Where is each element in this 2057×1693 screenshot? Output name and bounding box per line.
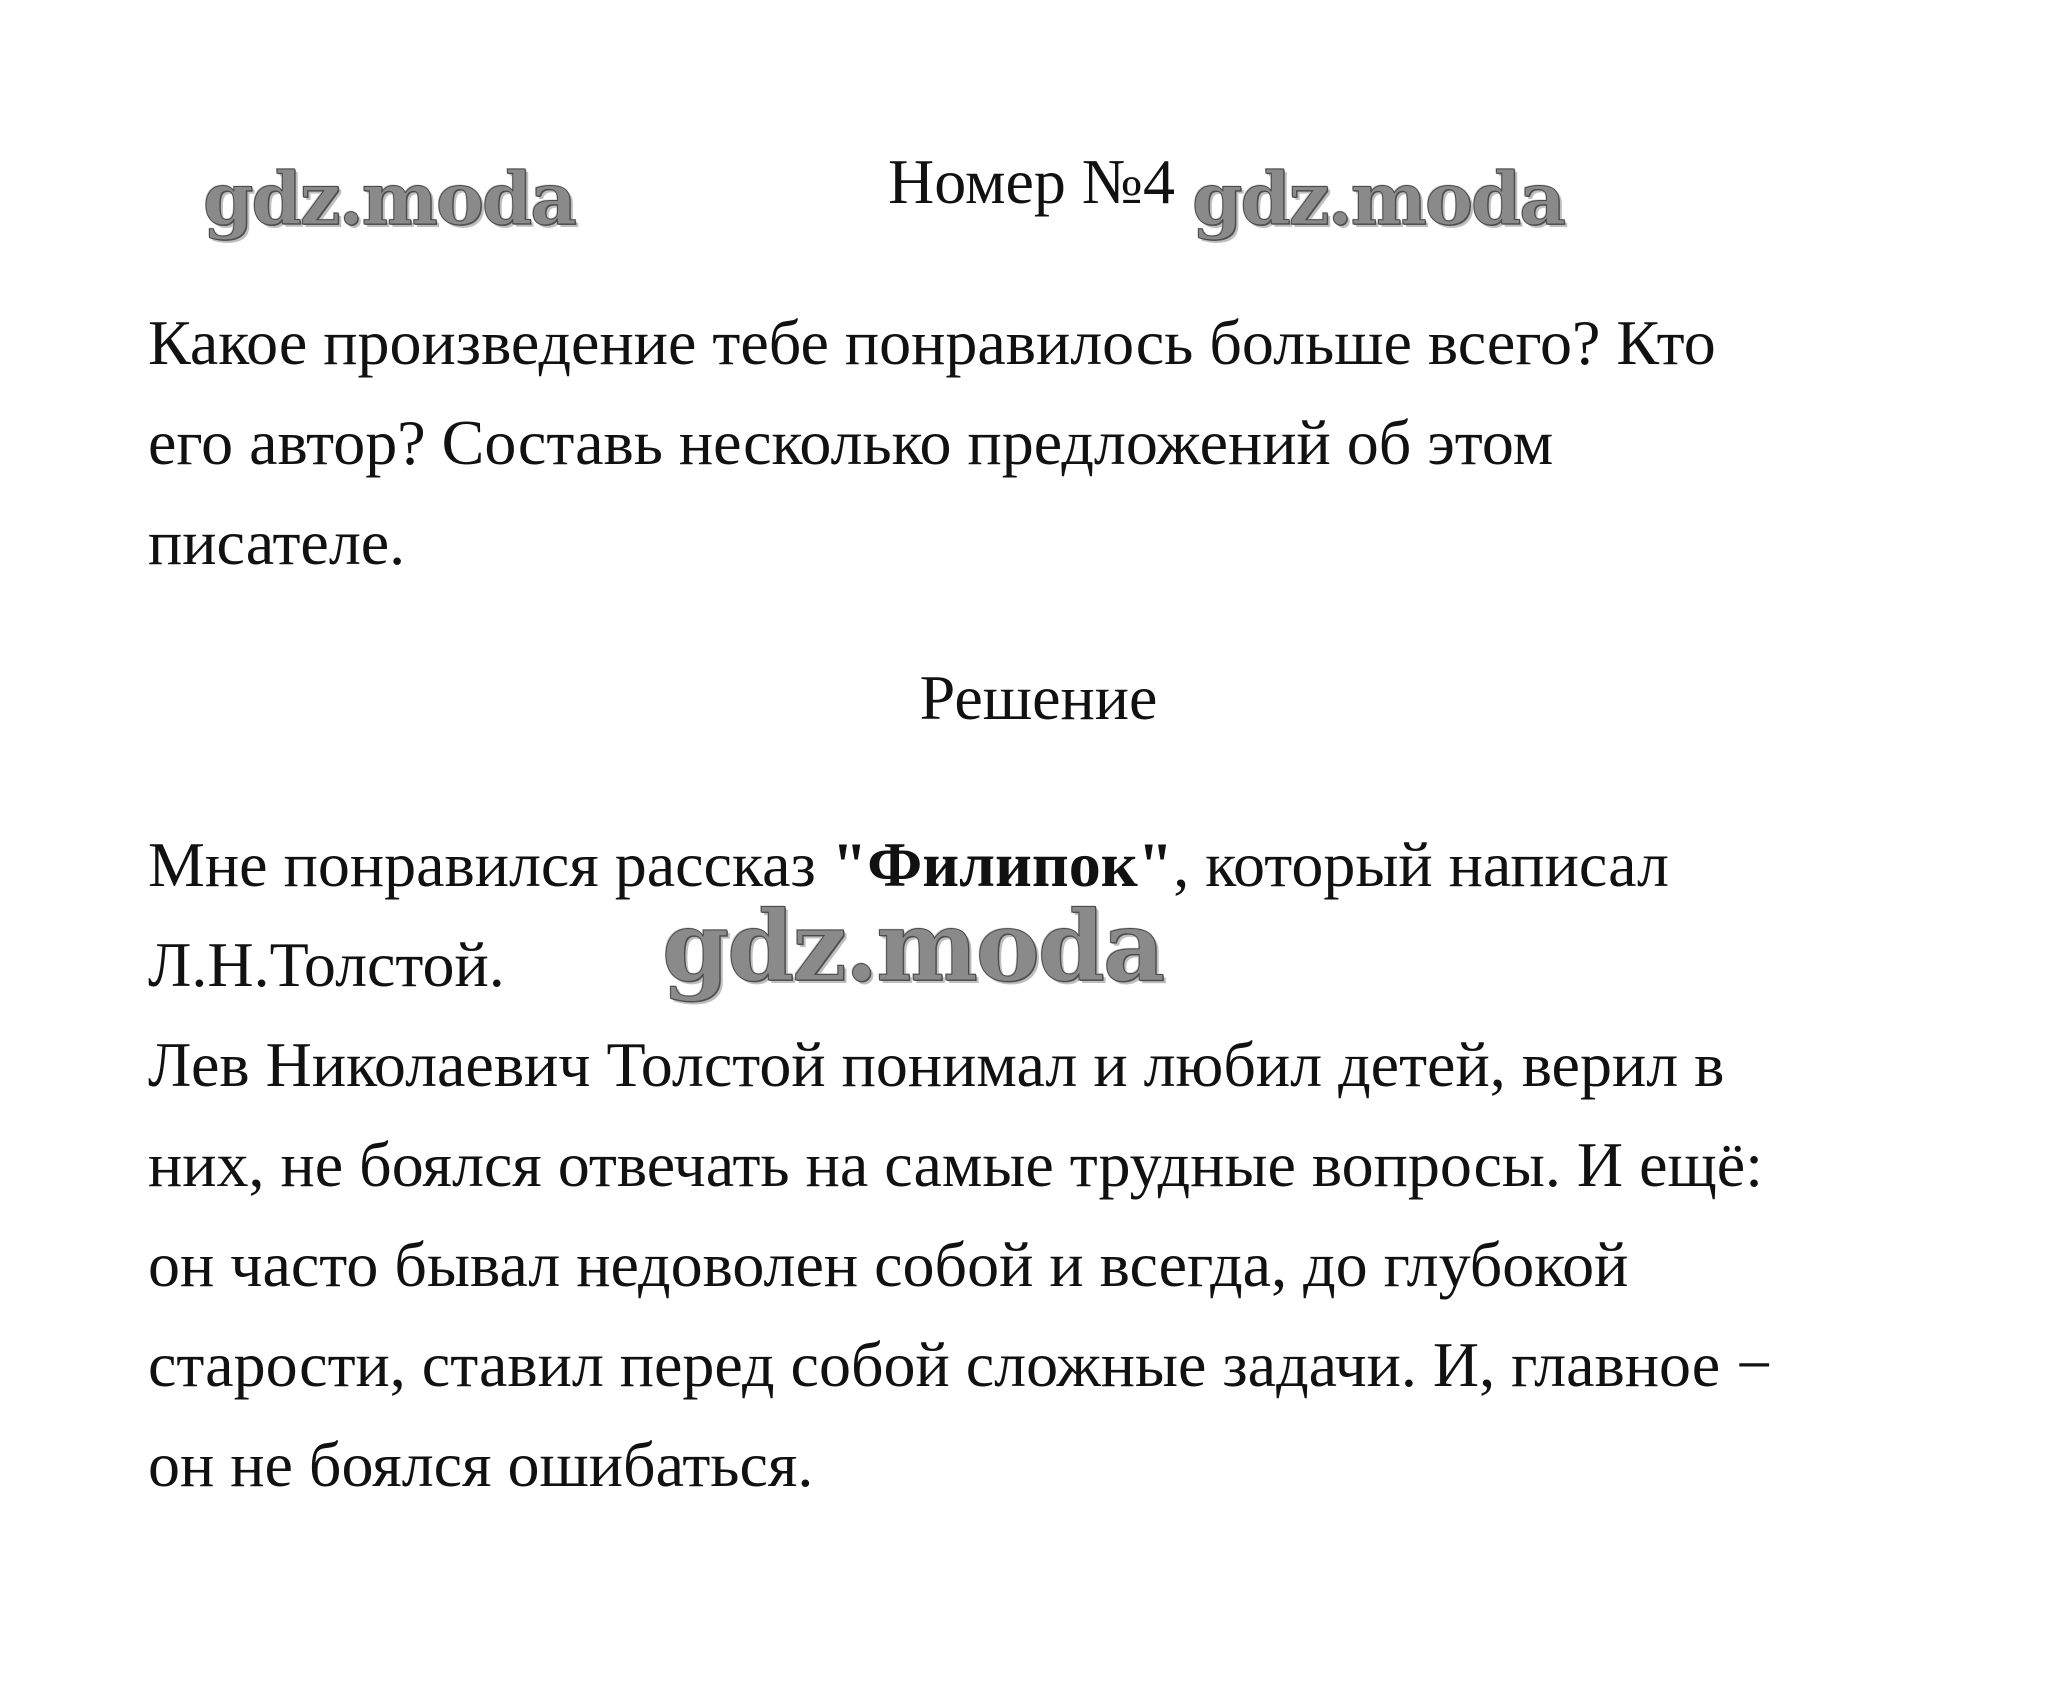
answer-line: них, не боялся отвечать на самые трудные вопросы. И ещё: [148,1129,1763,1200]
watermark-logo: gdz.moda [662,890,1164,1003]
solution-heading: Решение [919,662,1158,733]
task-number-heading: Номер №4 [888,146,1175,217]
question-line: Какое произведение тебе понравилось больше всего? Кто [148,307,1716,378]
answer-suffix: , который написал [1173,829,1669,900]
answer-prefix: Мне понравился рассказ [148,829,832,900]
question-line: его автор? Составь несколько предложений об этом [148,407,1554,478]
answer-line: старости, ставил перед собой сложные задачи. И, главное − [148,1329,1773,1400]
question-text [148,293,1948,593]
question-line: писателе. [148,507,406,578]
answer-line: он не боялся ошибаться. [148,1429,814,1500]
answer-line: Лев Николаевич Толстой понимал и любил детей, верил в [148,1029,1725,1100]
watermark-logo: gdz.moda [203,156,575,241]
watermark-logo: gdz.moda [1192,156,1564,241]
answer-line: он часто бывал недоволен собой и всегда, до глубокой [148,1229,1629,1300]
story-title: "Филипок" [831,829,1174,900]
answer-line: Л.Н.Толстой. [148,929,505,1000]
